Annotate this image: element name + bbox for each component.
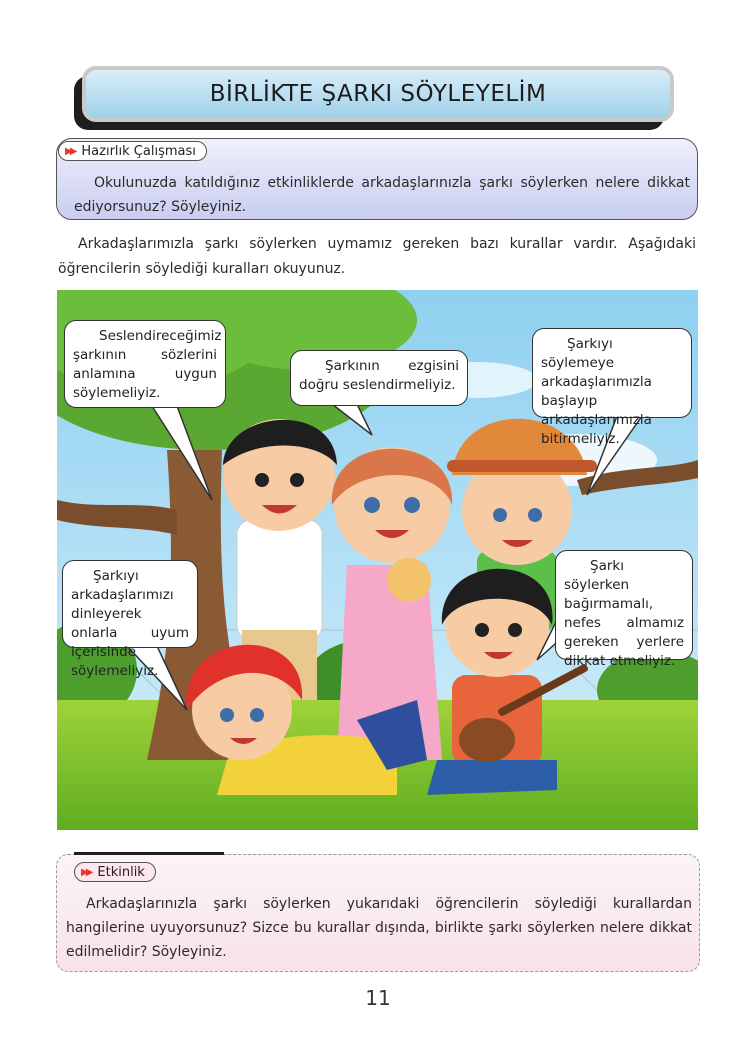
activity-divider bbox=[74, 852, 224, 855]
speech-bubble-1: Seslendireceğimiz şarkının sözlerini anlamına uygun söylemeliyiz. bbox=[64, 320, 226, 408]
page-number: 11 bbox=[365, 986, 391, 1010]
double-play-arrow-icon: ▶▶ bbox=[81, 866, 91, 878]
speech-bubble-5: Şarkı söylerken bağırmamalı, nefes almamız gereken yerlere dikkat etmeliyiz. bbox=[555, 550, 693, 660]
title-banner bbox=[74, 66, 680, 132]
speech-bubble-4: Şarkıyı arkadaşlarımızı dinleyerek onlarla uyum içerisinde söylemeliyiz. bbox=[62, 560, 198, 648]
intro-paragraph: Arkadaşlarımızla şarkı söylerken uymamız gereken bazı kurallar vardır. Aşağıdaki öğrencilerin söylediği kuralları okuyunuz. bbox=[58, 236, 696, 277]
speech-bubble-3: Şarkıyı söylemeye arkadaşlarımızla başlayıp arkadaşlarımızla bitirmeliyiz. bbox=[532, 328, 692, 418]
preparation-label: Hazırlık Çalışması bbox=[81, 143, 196, 159]
activity-tag bbox=[74, 862, 156, 882]
double-play-arrow-icon: ▶▶ bbox=[65, 145, 75, 157]
activity-text: Arkadaşlarınızla şarkı söylerken yukarıdaki öğrencilerin söylediği kurallardan hangilerine uyuyorsunuz? Sizce bu kurallar dışında, birlikte şarkı söylerken nelere dikkat edilmelidir? Söyleyiniz. bbox=[66, 896, 692, 960]
speech-bubble-2: Şarkının ezgisini doğru seslendirmeliyiz. bbox=[290, 350, 468, 406]
title-box bbox=[82, 66, 674, 122]
preparation-text: Okulunuzda katıldığınız etkinliklerde arkadaşlarınızla şarkı söylerken nelere dikkat ediyorsunuz? Söyleyiniz. bbox=[74, 175, 690, 215]
page-title: BİRLİKTE ŞARKI SÖYLEYELİM bbox=[209, 81, 547, 107]
preparation-tag bbox=[58, 141, 207, 161]
activity-label: Etkinlik bbox=[97, 864, 145, 880]
